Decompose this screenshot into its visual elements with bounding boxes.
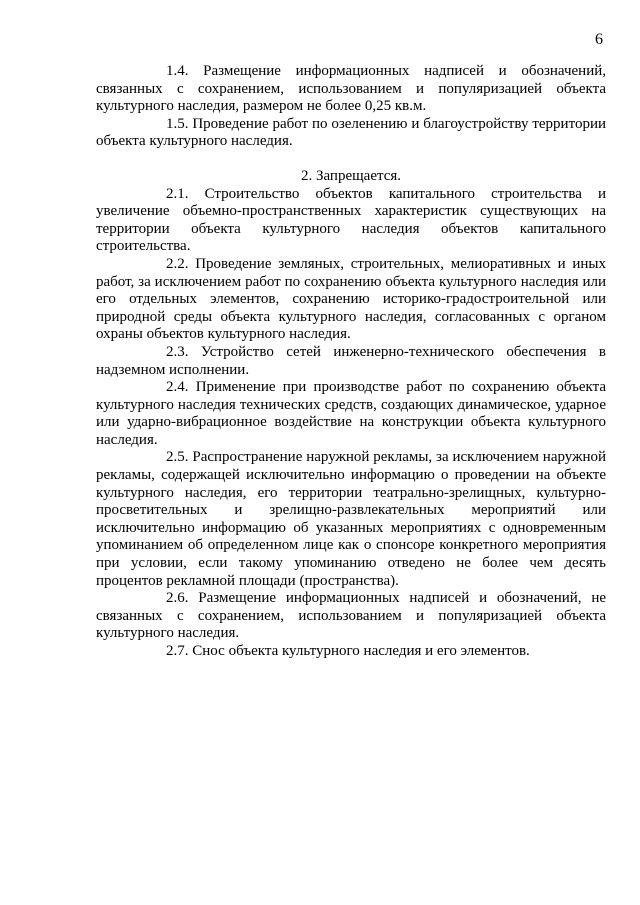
item-2-6	[96, 590, 606, 643]
item-text: Размещение информационных надписей и обозначений, не связанных с сохранением, использованием и популяризацией объекта культурного наследия.	[96, 590, 606, 642]
item-text: Устройство сетей инженерно-технического обеспечения в надземном исполнении.	[96, 343, 606, 378]
item-text: Применение при производстве работ по сохранению объекта культурного наследия технических средств, создающих динамическое, ударное или ударно-вибрационное воздействие на конструкции объекта культурного наследия.	[96, 379, 606, 448]
item-number: 2.2.	[166, 255, 189, 272]
item-number: 2.5.	[166, 449, 189, 466]
item-number: 2.6.	[166, 590, 189, 607]
item-number: 2.3.	[166, 343, 189, 360]
item-text: Размещение информационных надписей и обозначений, связанных с сохранением, использованием и популяризацией объекта культурного наследия, размером не более 0,25 кв.м.	[96, 63, 606, 115]
item-2-1	[96, 186, 606, 256]
item-2-3	[96, 344, 606, 379]
item-number: 2.4.	[166, 379, 189, 396]
item-2-5	[96, 449, 606, 590]
item-text: Снос объекта культурного наследия и его элементов.	[192, 643, 530, 659]
document-content	[96, 63, 606, 661]
item-1-4	[96, 63, 606, 116]
section-heading: 2. Запрещается.	[300, 167, 402, 184]
item-text: Строительство объектов капитального строительства и увеличение объемно-пространственных характеристик существующих на территории объекта культурного наследия объектов капитального строительства.	[96, 185, 606, 255]
item-number: 1.5.	[166, 115, 189, 132]
item-number: 1.4.	[166, 63, 189, 79]
item-2-2	[96, 256, 606, 344]
item-text: Проведение земляных, строительных, мелиоративных и иных работ, за исключением работ по сохранению объекта культурного наследия или его отдельных элементов, сохранению историко-градостроительной или природной среды объекта культурного наследия, согласованных с органом охраны объектов культурного наследия.	[96, 255, 606, 343]
item-2-7	[96, 643, 606, 661]
page-number: 6	[595, 31, 603, 48]
item-1-5	[96, 116, 606, 151]
item-number: 2.7.	[166, 643, 189, 659]
item-text: Проведение работ по озеленению и благоустройству территории объекта культурного наследия.	[96, 115, 606, 150]
item-number: 2.1.	[166, 185, 189, 202]
item-2-4	[96, 379, 606, 449]
item-text: Распространение наружной рекламы, за исключением наружной рекламы, содержащей исключительно информацию о проведении на объекте культурного наследия, его территории театрально-зрелищных, культурно-просветительных и зрелищно-развлекательных мероприятий или исключительно информацию об указанных мероприятиях с одновременным упоминанием об определенном лице как о спонсоре конкретного мероприятия при условии, если такому упоминанию отведено не более чем десять процентов рекламной площади (пространства).	[96, 449, 607, 589]
